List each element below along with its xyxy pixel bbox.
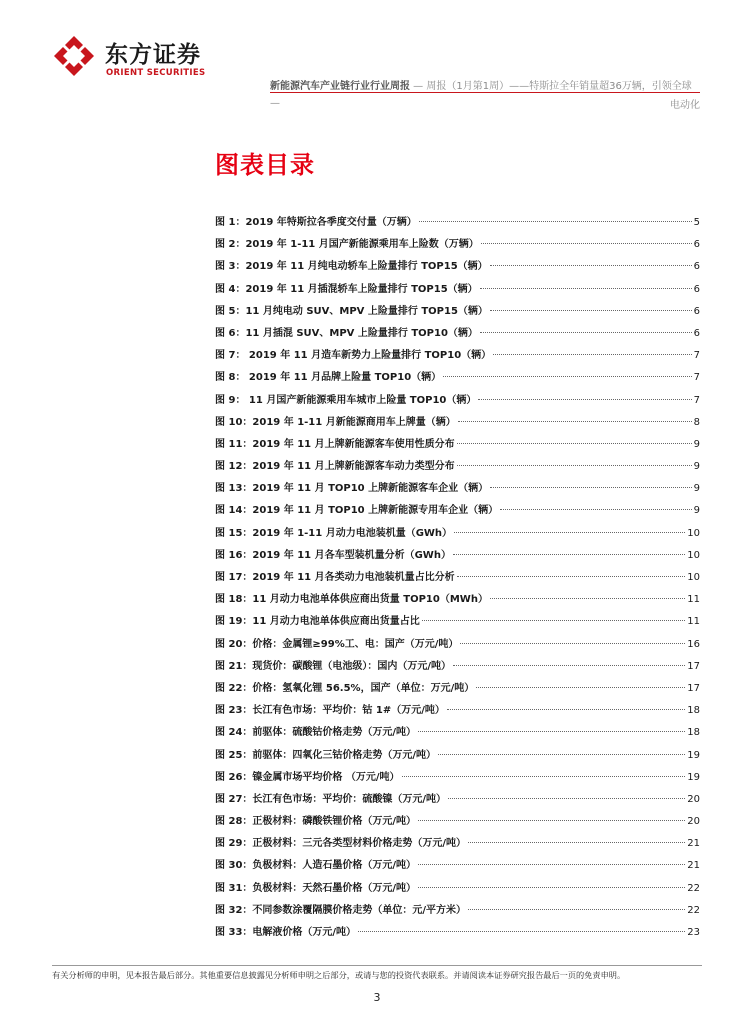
toc-leader-dots — [500, 509, 692, 510]
toc-entry[interactable] — [215, 768, 700, 790]
report-subtitle-continued: 电动化 — [670, 100, 700, 111]
toc-entry-page: 10 — [687, 527, 700, 539]
toc-entry-title: 图 26：镍金属市场平均价格 （万元/吨） — [215, 771, 400, 783]
toc-leader-dots — [422, 620, 685, 621]
toc-leader-dots — [418, 731, 685, 732]
toc-entry[interactable] — [215, 368, 700, 390]
toc-leader-dots — [457, 465, 692, 466]
toc-entry-title: 图 9： 11 月国产新能源乘用车城市上险量 TOP10（辆） — [215, 394, 477, 406]
toc-entry[interactable] — [215, 546, 700, 568]
footer-disclaimer: 有关分析师的申明，见本报告最后部分。其他重要信息披露见分析师申明之后部分，或请与您的投资代表联系。并请阅读本证券研究报告最后一页的免责申明。 — [52, 970, 626, 980]
toc-entry-title: 图 31：负极材料：天然石墨价格（万元/吨） — [215, 882, 417, 894]
toc-entry-page: 7 — [693, 372, 700, 384]
toc-leader-dots — [418, 887, 685, 888]
toc-entry-title: 图 4：2019 年 11 月插混轿车上险量排行 TOP15（辆） — [215, 283, 478, 295]
toc-entry-page: 5 — [693, 217, 700, 228]
toc-entry[interactable] — [215, 879, 700, 901]
toc-entry-title: 图 12：2019 年 11 月上牌新能源客车动力类型分布 — [215, 461, 455, 473]
toc-entry-title: 图 11：2019 年 11 月上牌新能源客车使用性质分布 — [215, 438, 455, 450]
toc-entry[interactable] — [215, 812, 700, 834]
toc-entry-page: 8 — [693, 416, 700, 428]
toc-entry[interactable] — [215, 657, 700, 679]
toc-entry-title: 图 32：不同参数涂覆隔膜价格走势（单位：元/平方米） — [215, 904, 467, 916]
page-number: 3 — [373, 991, 381, 1004]
toc-entry-page: 11 — [687, 616, 700, 628]
brand-name-cn: 东方证券 — [105, 42, 201, 68]
toc-entry-page: 9 — [693, 461, 700, 473]
toc-entry-title: 图 27：长江有色市场：平均价：硫酸镍（万元/吨） — [215, 793, 447, 805]
toc-entry[interactable] — [215, 723, 700, 745]
toc-entry[interactable] — [215, 635, 700, 657]
toc-entry-title: 图 19：11 月动力电池单体供应商出货量占比 — [215, 616, 420, 628]
toc-entry-title: 图 23：长江有色市场：平均价：钴 1#（万元/吨） — [215, 705, 445, 717]
toc-entry[interactable] — [215, 257, 700, 279]
toc-leader-dots — [480, 288, 692, 289]
toc-entry-title: 图 30：负极材料：人造石墨价格（万元/吨） — [215, 860, 417, 872]
toc-leader-dots — [468, 909, 685, 910]
toc-entry-title: 图 21：现货价：碳酸锂（电池级）：国内（万元/吨） — [215, 660, 452, 672]
brand-logo — [52, 32, 222, 82]
toc-title: 图表目录 — [215, 151, 315, 179]
toc-entry-title: 图 20：价格：金属锂≥99%工、电：国产（万元/吨） — [215, 638, 459, 650]
toc-leader-dots — [493, 354, 691, 355]
toc-leader-dots — [460, 643, 685, 644]
toc-entry[interactable] — [215, 302, 700, 324]
toc-entry-page: 22 — [687, 904, 700, 916]
toc-entry-page: 7 — [693, 394, 700, 406]
toc-leader-dots — [453, 665, 685, 666]
toc-entry[interactable] — [215, 501, 700, 523]
toc-entry-title: 图 15：2019 年 1-11 月动力电池装机量（GWh） — [215, 527, 453, 539]
toc-entry-page: 17 — [687, 660, 700, 672]
toc-entry[interactable] — [215, 524, 700, 546]
toc-leader-dots — [443, 376, 691, 377]
toc-leader-dots — [453, 554, 685, 555]
toc-entry[interactable] — [215, 457, 700, 479]
toc-leader-dots — [480, 332, 692, 333]
toc-entry[interactable] — [215, 856, 700, 878]
brand-name-en: ORIENT SECURITIES — [106, 68, 206, 78]
toc-entry-title: 图 24：前驱体：硫酸钴价格走势（万元/吨） — [215, 727, 417, 739]
toc-entry[interactable] — [215, 213, 700, 235]
toc-entry[interactable] — [215, 701, 700, 723]
toc-entry[interactable] — [215, 479, 700, 501]
toc-entry[interactable] — [215, 435, 700, 457]
figure-index-list — [215, 213, 700, 945]
toc-entry-title: 图 29：正极材料：三元各类型材料价格走势（万元/吨） — [215, 838, 467, 850]
toc-entry-title: 图 33：电解液价格（万元/吨） — [215, 927, 357, 938]
toc-entry[interactable] — [215, 324, 700, 346]
toc-entry[interactable] — [215, 280, 700, 302]
header-dash: — — [270, 98, 280, 109]
toc-entry-title: 图 16：2019 年 11 月各车型装机量分析（GWh） — [215, 549, 451, 561]
toc-entry[interactable] — [215, 235, 700, 257]
toc-entry-page: 19 — [687, 771, 700, 783]
toc-entry-page: 7 — [693, 350, 700, 362]
toc-entry-page: 22 — [687, 882, 700, 894]
toc-leader-dots — [418, 820, 685, 821]
toc-entry-page: 20 — [687, 816, 700, 828]
header-divider — [270, 92, 700, 93]
toc-entry-title: 图 8： 2019 年 11 月品牌上险量 TOP10（辆） — [215, 372, 442, 384]
toc-entry[interactable] — [215, 790, 700, 812]
toc-leader-dots — [447, 709, 685, 710]
toc-entry-page: 18 — [687, 705, 700, 717]
toc-entry-page: 9 — [693, 505, 700, 517]
toc-entry-page: 10 — [687, 549, 700, 561]
toc-entry[interactable] — [215, 834, 700, 856]
toc-leader-dots — [438, 754, 685, 755]
toc-entry[interactable] — [215, 391, 700, 413]
toc-entry-page: 6 — [693, 239, 700, 251]
toc-leader-dots — [490, 310, 692, 311]
toc-entry-page: 16 — [687, 638, 700, 650]
footer-divider — [52, 965, 702, 966]
toc-entry-page: 21 — [687, 838, 700, 850]
report-header — [270, 77, 700, 92]
toc-entry-page: 9 — [693, 438, 700, 450]
toc-entry[interactable] — [215, 612, 700, 634]
toc-leader-dots — [481, 243, 692, 244]
toc-leader-dots — [418, 864, 685, 865]
toc-entry-title: 图 3：2019 年 11 月纯电动轿车上险量排行 TOP15（辆） — [215, 261, 488, 273]
toc-entry-title: 图 18：11 月动力电池单体供应商出货量 TOP10（MWh） — [215, 594, 488, 606]
toc-leader-dots — [448, 798, 685, 799]
toc-entry-page: 11 — [687, 594, 700, 606]
toc-leader-dots — [419, 221, 692, 222]
toc-entry-title: 图 7： 2019 年 11 月造车新势力上险量排行 TOP10（辆） — [215, 350, 492, 362]
toc-entry-page: 23 — [687, 927, 700, 938]
toc-leader-dots — [458, 421, 692, 422]
toc-leader-dots — [476, 687, 685, 688]
report-name: 新能源汽车产业链行业行业周报 — [270, 81, 410, 92]
toc-entry[interactable] — [215, 901, 700, 923]
toc-leader-dots — [468, 842, 685, 843]
toc-entry-title: 图 6：11 月插混 SUV、MPV 上险量排行 TOP10（辆） — [215, 327, 478, 339]
toc-entry-title: 图 28：正极材料：磷酸铁锂价格（万元/吨） — [215, 816, 417, 828]
toc-leader-dots — [402, 776, 686, 777]
toc-leader-dots — [454, 532, 685, 533]
toc-leader-dots — [358, 931, 685, 932]
toc-entry[interactable] — [215, 346, 700, 368]
toc-entry[interactable] — [215, 590, 700, 612]
toc-leader-dots — [490, 598, 685, 599]
toc-entry[interactable] — [215, 746, 700, 768]
toc-leader-dots — [490, 487, 692, 488]
toc-entry-title: 图 2：2019 年 1-11 月国产新能源乘用车上险数（万辆） — [215, 239, 479, 251]
toc-entry-page: 17 — [687, 682, 700, 694]
toc-entry-page: 21 — [687, 860, 700, 872]
toc-leader-dots — [490, 265, 692, 266]
toc-entry-page: 9 — [693, 483, 700, 495]
orient-logo-icon — [52, 34, 96, 78]
toc-entry-title: 图 13：2019 年 11 月 TOP10 上牌新能源客车企业（辆） — [215, 483, 489, 495]
toc-entry-page: 6 — [693, 283, 700, 295]
toc-entry[interactable] — [215, 679, 700, 701]
toc-leader-dots — [457, 443, 692, 444]
toc-entry-title: 图 14：2019 年 11 月 TOP10 上牌新能源专用车企业（辆） — [215, 505, 499, 517]
toc-entry-title: 图 10：2019 年 1-11 月新能源商用车上牌量（辆） — [215, 416, 456, 428]
toc-entry-page: 20 — [687, 793, 700, 805]
toc-entry-title: 图 17：2019 年 11 月各类动力电池装机量占比分析 — [215, 572, 455, 583]
toc-leader-dots — [457, 576, 686, 577]
toc-entry[interactable] — [215, 923, 700, 945]
toc-entry-page: 6 — [693, 261, 700, 273]
toc-entry-page: 6 — [693, 305, 700, 317]
toc-entry-page: 19 — [687, 749, 700, 761]
toc-entry[interactable] — [215, 413, 700, 435]
toc-entry-page: 18 — [687, 727, 700, 739]
toc-entry-title: 图 22：价格：氢氧化锂 56.5%，国产（单位：万元/吨） — [215, 682, 475, 694]
toc-entry-title: 图 1：2019 年特斯拉各季度交付量（万辆） — [215, 217, 417, 228]
toc-entry-page: 10 — [687, 572, 700, 583]
toc-entry-title: 图 5：11 月纯电动 SUV、MPV 上险量排行 TOP15（辆） — [215, 305, 488, 317]
report-subtitle: — 周报（1月第1周）——特斯拉全年销量超36万辆，引领全球 — [410, 81, 692, 92]
toc-leader-dots — [478, 399, 691, 400]
toc-entry-page: 6 — [693, 327, 700, 339]
toc-entry[interactable] — [215, 568, 700, 590]
toc-entry-title: 图 25：前驱体：四氧化三钴价格走势（万元/吨） — [215, 749, 437, 761]
